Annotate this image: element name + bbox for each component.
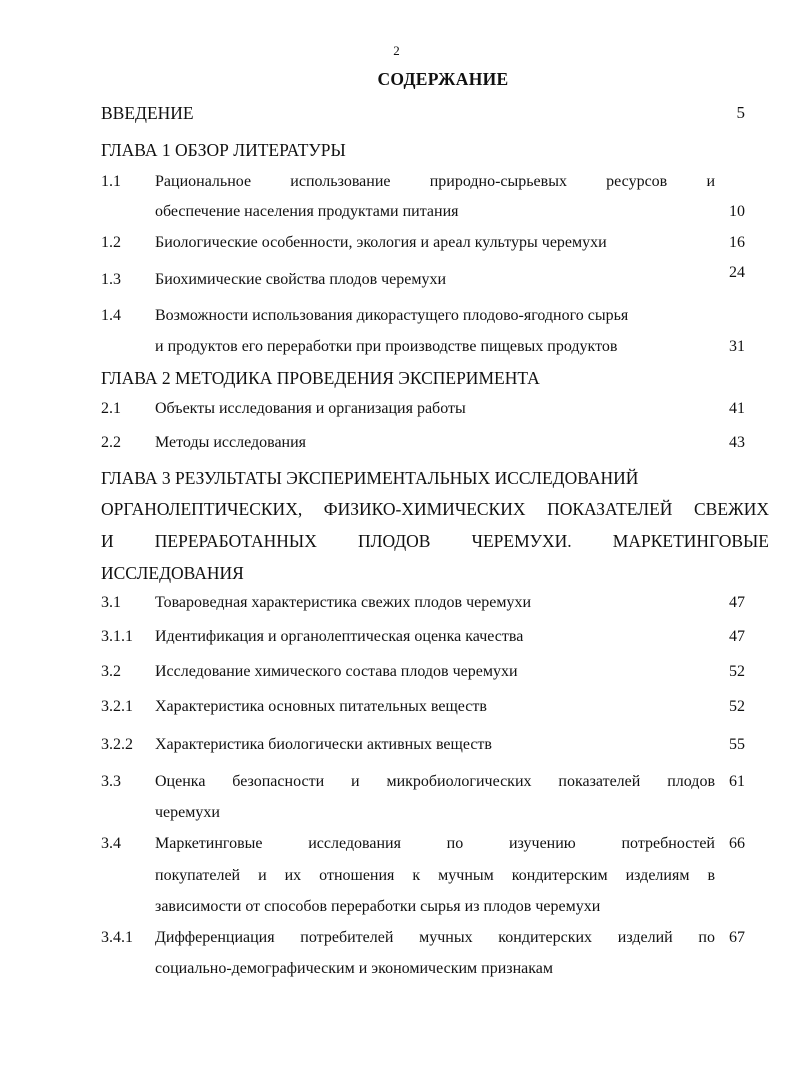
toc-page: 67 [729,929,745,946]
toc-text-line: Идентификация и органолептическая оценка качества [155,628,524,645]
toc-number: 1.2 [101,234,121,251]
toc-text-line: обеспечение населения продуктами питания [155,203,459,220]
toc-text-line: Рациональное использование природно-сырьевых ресурсов и [155,173,715,190]
toc-number: 3.2.1 [101,698,133,715]
toc-text-line: Характеристика основных питательных веществ [155,698,487,715]
toc-page: 52 [729,663,745,680]
toc-text-line: Объекты исследования и организация работы [155,400,466,417]
toc-text-line: Возможности использования дикорастущего плодово-ягодного сырья [155,307,629,324]
toc-number: 3.1 [101,594,121,611]
chapter-3-heading-line: ИССЛЕДОВАНИЯ [101,563,244,583]
page-title: СОДЕРЖАНИЕ [377,69,509,89]
toc-text-line: Биологические особенности, экология и ареал культуры черемухи [155,234,607,251]
toc-page: 16 [729,234,745,251]
chapter-2-heading: ГЛАВА 2 МЕТОДИКА ПРОВЕДЕНИЯ ЭКСПЕРИМЕНТА [101,368,540,388]
toc-page: 61 [729,773,745,790]
toc-page: 47 [729,628,745,645]
toc-text-line: черемухи [155,804,220,821]
toc-page: 52 [729,698,745,715]
toc-intro-label: ВВЕДЕНИЕ [101,103,194,123]
toc-text-line: Методы исследования [155,434,307,451]
toc-page: 47 [729,594,745,611]
toc-text-line: Биохимические свойства плодов черемухи [155,271,447,288]
toc-page: 66 [729,835,745,852]
toc-number: 2.1 [101,400,121,417]
toc-page: 5 [736,103,745,122]
toc-number: 3.1.1 [101,628,133,645]
toc-text-line: Оценка безопасности и микробиологических показателей плодов [155,773,715,790]
toc-text-line: социально-демографическим и экономическим признакам [155,960,554,977]
toc-number: 1.3 [101,271,121,288]
toc-text-line: и продуктов его переработки при производстве пищевых продуктов [155,338,618,355]
toc-number: 1.4 [101,307,121,324]
toc-page: 31 [729,338,745,355]
toc-page: 55 [729,736,745,753]
toc-text-line: Характеристика биологически активных веществ [155,736,492,753]
toc-page: 41 [729,400,745,417]
toc-text-line: покупателей и их отношения к мучным кондитерским изделиям в [155,867,715,884]
toc-text-line: Маркетинговые исследования по изучению потребностей [155,835,715,852]
toc-number: 2.2 [101,434,121,451]
toc-text-line: Дифференциация потребителей мучных кондитерских изделий по [155,929,715,946]
toc-number: 3.2.2 [101,736,133,753]
toc-text-line: Исследование химического состава плодов черемухи [155,663,518,680]
toc-page: 43 [729,434,745,451]
toc-text-line: Товароведная характеристика свежих плодов черемухи [155,594,532,611]
toc-number: 1.1 [101,173,121,190]
toc-number: 3.4 [101,835,121,852]
toc-number: 3.4.1 [101,929,133,946]
toc-text-line: зависимости от способов переработки сырья из плодов черемухи [155,898,601,915]
toc-number: 3.2 [101,663,121,680]
page-number: 2 [393,43,400,58]
toc-number: 3.3 [101,773,121,790]
chapter-1-heading: ГЛАВА 1 ОБЗОР ЛИТЕРАТУРЫ [101,140,346,160]
toc-page: 24 [729,264,745,281]
chapter-3-heading-line: ГЛАВА 3 РЕЗУЛЬТАТЫ ЭКСПЕРИМЕНТАЛЬНЫХ ИССЛЕДОВАНИЙ [101,468,639,488]
toc-page: 10 [729,203,745,220]
